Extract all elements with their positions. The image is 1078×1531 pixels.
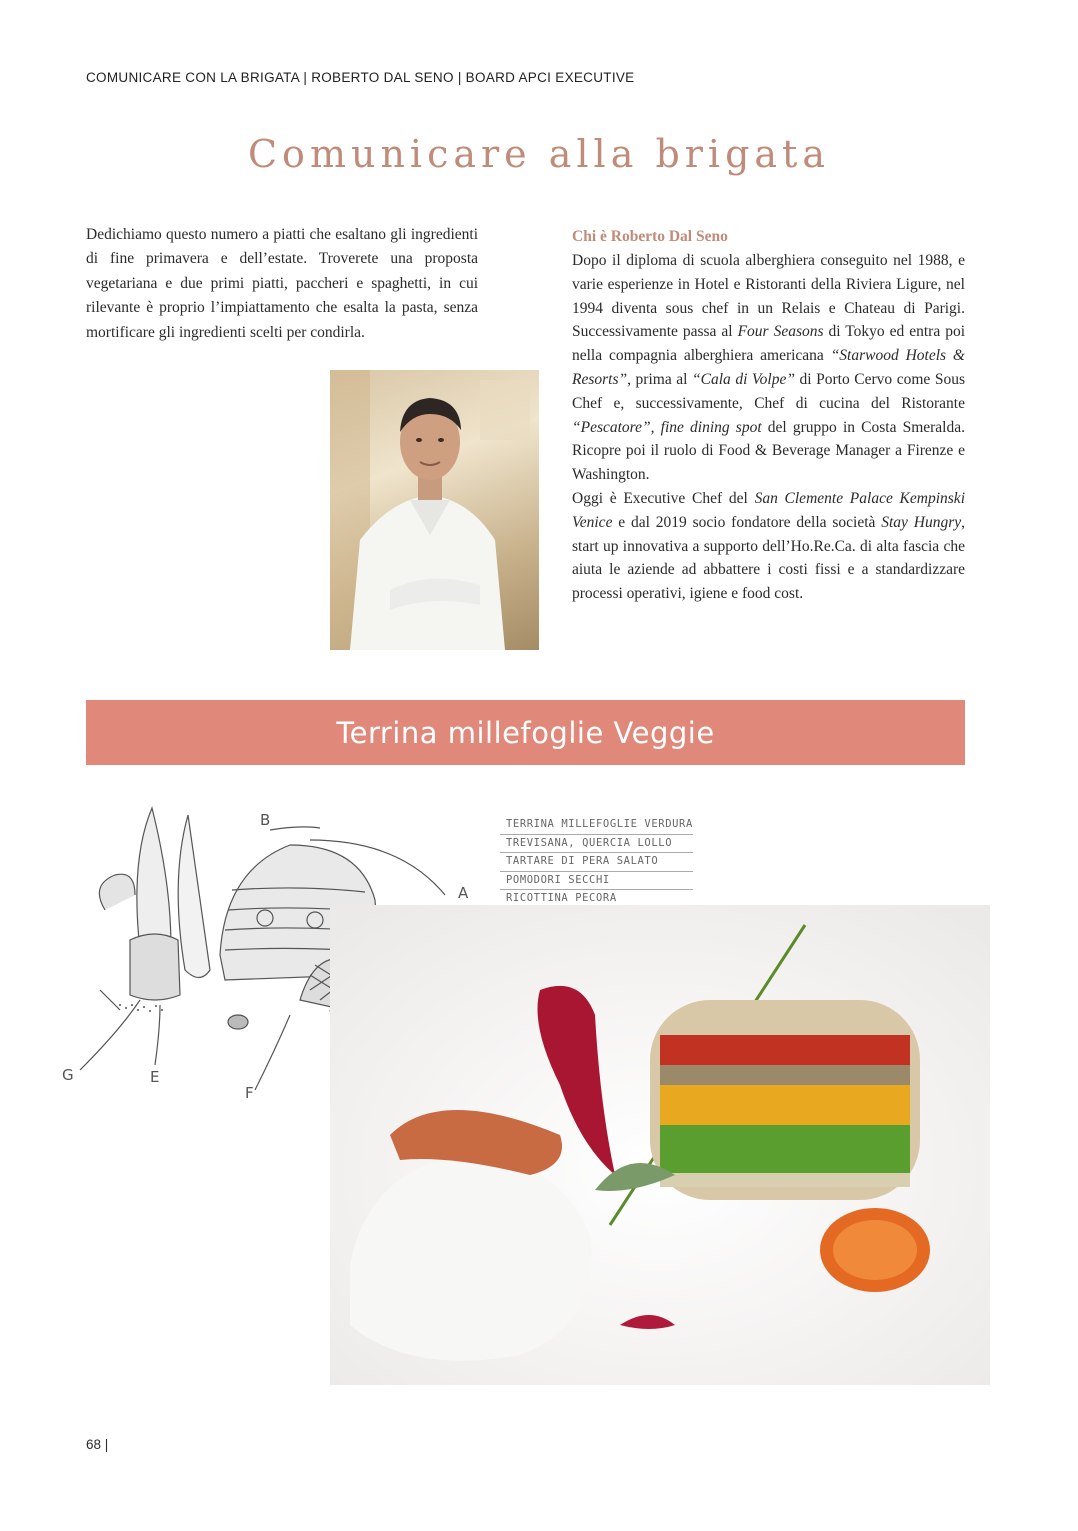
page-title: Comunicare alla brigata — [247, 132, 830, 176]
sketch-label-b: B — [260, 811, 271, 829]
bio-italic: San Clemente Palace Kempinski Venice — [572, 489, 965, 531]
bio-heading: Chi è Roberto Dal Seno — [572, 228, 728, 245]
bio-text: Dopo il diploma di scuola alberghiera conseguito nel 1988, e varie esperienze in Hotel e Ristoranti della Riviera Ligure, nel 1994 diventa sous chef in un Relais e Chateau di Parigi. Successivamente passa al — [572, 252, 965, 341]
bio-text: , start up innovativa a supporto dell’Ho.Re.Ca. di alta fascia che aiuta le aziende ad abbattere i costi fissi e a standardizzare processi operativi, igiene e food cost. — [572, 513, 965, 603]
running-header: COMUNICARE CON LA BRIGATA | ROBERTO DAL SENO | BOARD APCI EXECUTIVE — [86, 70, 635, 85]
bio-paragraph-2 — [572, 487, 965, 606]
bio-text: del gruppo in Costa Smeralda. Ricopre poi il ruolo di Food & Beverage Manager a Firenze e Washington. — [572, 418, 965, 484]
bio-text: e dal 2019 socio fondatore della società — [612, 513, 882, 531]
dish-title: Terrina millefoglie Veggie — [336, 715, 715, 750]
chef-portrait — [330, 370, 539, 650]
bio-italic: “Cala di Volpe” — [692, 370, 795, 388]
sketch-label-e: E — [150, 1068, 160, 1086]
page-number: 68 | — [86, 1437, 109, 1452]
note-line: POMODORI SECCHI — [500, 872, 693, 891]
bio-text: di Tokyo ed entra poi nella compagnia alberghiera americana — [572, 323, 966, 365]
bio-text: di Porto Cervo come Sous Chef e, successivamente, Chef di cucina del Ristorante — [572, 370, 965, 412]
bio-text: Oggi è Executive Chef del — [572, 489, 755, 507]
dish-photo — [330, 905, 990, 1385]
sketch-label-g: G — [62, 1066, 74, 1084]
note-line: TERRINA MILLEFOGLIE VERDURA — [500, 816, 693, 835]
note-line: TARTARE DI PERA SALATO — [500, 853, 693, 872]
bio-italic: Four Seasons — [737, 323, 824, 341]
dish-title-banner — [86, 700, 965, 765]
sketch-label-f: F — [245, 1084, 254, 1102]
bio-italic: “Pescatore”, fine dining spot — [572, 418, 762, 436]
note-line: RICOTTINA PECORA — [500, 890, 693, 909]
bio-italic: Stay Hungry — [881, 513, 962, 531]
intro-paragraph: Dedichiamo questo numero a piatti che esaltano gli ingredienti di fine primavera e dell’estate. Troverete una proposta vegetariana e due primi piatti, paccheri e spaghetti, in cui rilevante è proprio l’impiattamento che esalta la pasta, senza mortificare gli ingredienti scelti per condirla. — [86, 226, 478, 341]
bio-italic: “Starwood Hotels & Resorts” — [572, 347, 965, 388]
bio-paragraph-1 — [572, 249, 965, 487]
bio-text: , prima al — [627, 370, 692, 388]
note-line: TREVISANA, QUERCIA LOLLO — [500, 835, 693, 854]
sketch-label-a: A — [458, 884, 469, 902]
bio-section — [572, 226, 965, 606]
